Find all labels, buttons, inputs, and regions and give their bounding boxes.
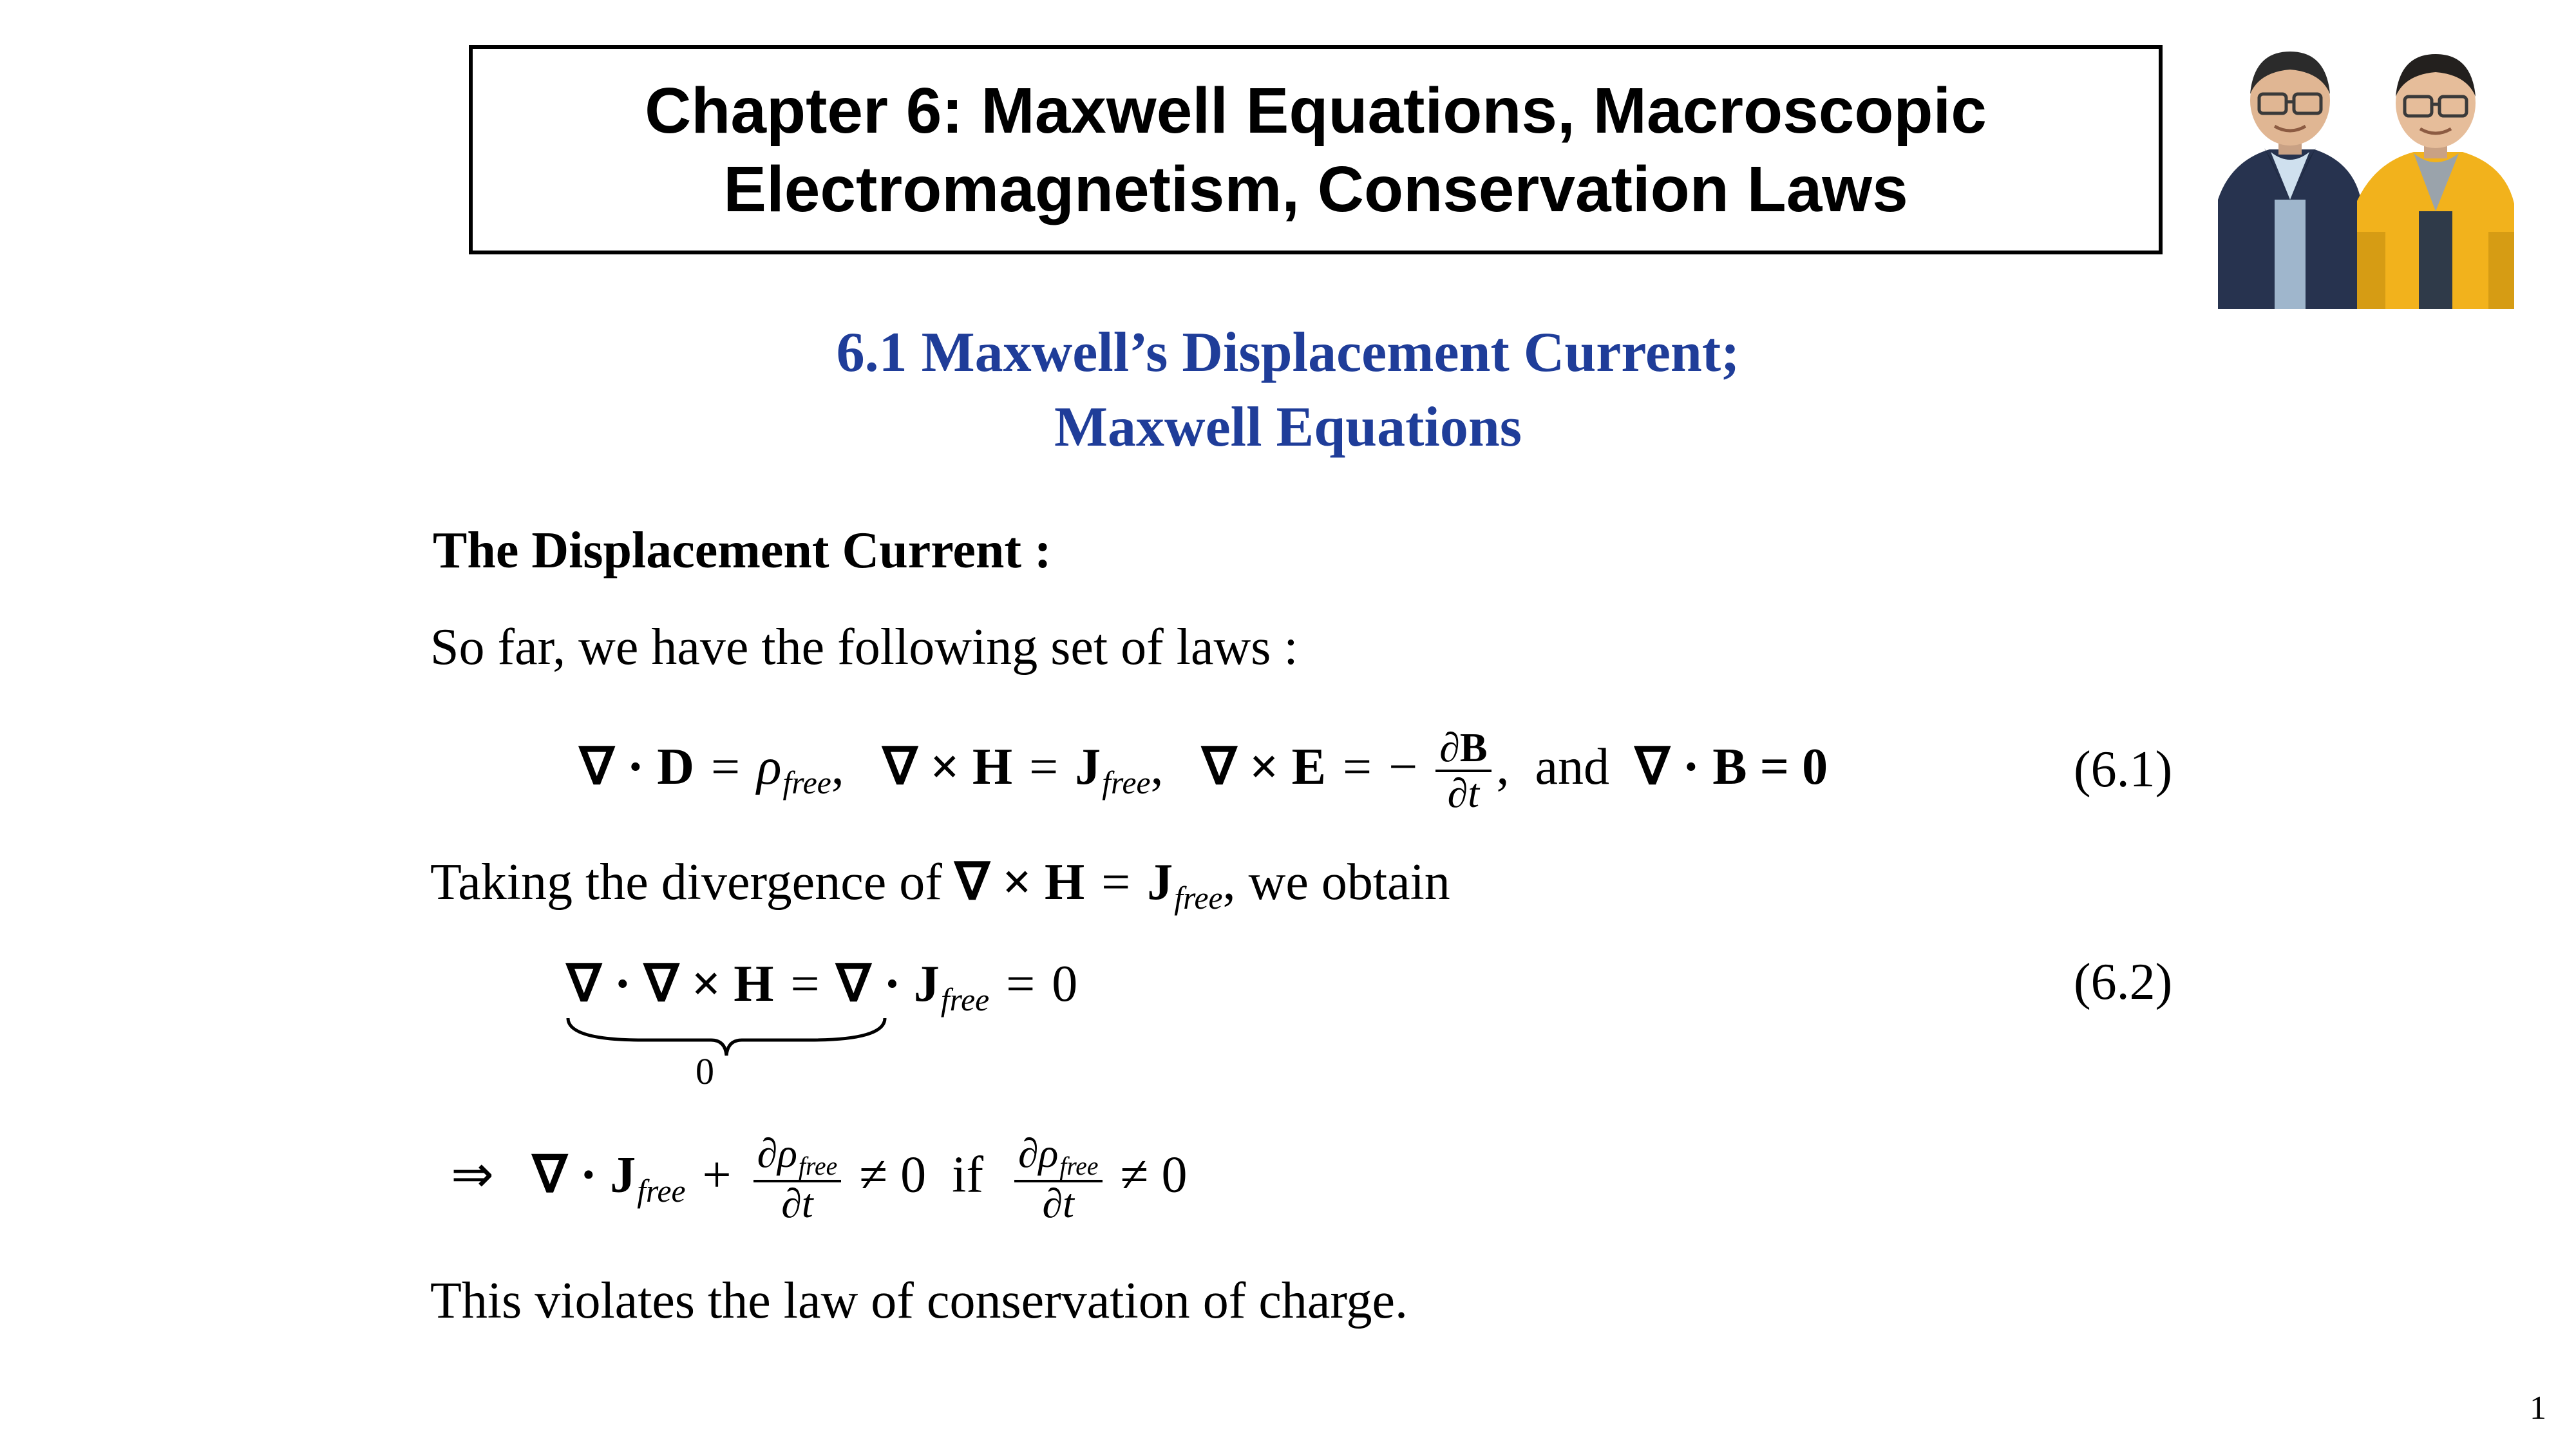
- closing-text: This violates the law of conservation of charge.: [430, 1273, 1408, 1329]
- eq61-part1-lhs: ∇ · D: [580, 738, 694, 795]
- eq62-middle-subscript: free: [940, 981, 990, 1018]
- eq61-comma-2: ,: [1150, 738, 1164, 795]
- eq61-frac-denominator: ∂t: [1435, 770, 1491, 815]
- photo-of-two-lecturers-icon: [2192, 39, 2553, 309]
- eq61-part1-rhs-symbol: ρ: [757, 738, 782, 795]
- subheading-displacement-current: The Displacement Current :: [433, 522, 1052, 579]
- eq61-comma-1: ,: [831, 738, 844, 795]
- eq61-part1-eq: =: [710, 738, 741, 795]
- eq63-frac2-numerator: [1014, 1132, 1103, 1180]
- eq63-implies-symbol: ⇒: [451, 1146, 495, 1204]
- page-title: Chapter 6: Maxwell Equations, Macroscopic Electromagnetism, Conservation Laws: [645, 74, 1987, 225]
- intro-text: So far, we have the following set of laws :: [430, 619, 1298, 676]
- eq62-eq-2: =: [1006, 956, 1036, 1012]
- eq62-lhs: ∇ · ∇ × H: [567, 956, 774, 1012]
- eq62-middle-symbol: ∇ · J: [836, 956, 940, 1012]
- eq61-comma-3: ,: [1496, 738, 1510, 795]
- equation-6-2-tag: (6.2): [2074, 954, 2173, 1010]
- eq61-part2-eq: =: [1029, 738, 1059, 795]
- section-heading-line-1: 6.1 Maxwell’s Displacement Current;: [836, 321, 1740, 384]
- avatar: [2192, 39, 2553, 309]
- eq63-neq-2: ≠ 0: [1120, 1146, 1188, 1204]
- curl-h-lhs: ∇ × H: [954, 854, 1085, 911]
- eq63-frac1-num-symbol: ∂ρ: [757, 1130, 797, 1176]
- eq61-partial-B-over-partial-t: [1435, 726, 1491, 815]
- curl-h-rhs-subscript: free: [1174, 880, 1223, 916]
- eq61-part3-eq: =: [1342, 738, 1372, 795]
- slide-title-box: [469, 45, 2163, 254]
- eq61-part4: ∇ · B = 0: [1635, 738, 1828, 795]
- eq63-frac-1: [753, 1132, 842, 1226]
- underbrace-icon: [565, 1014, 887, 1059]
- eq61-part2-rhs-subscript: free: [1102, 764, 1151, 800]
- curl-h-eq: =: [1101, 854, 1131, 911]
- taking-divergence-line: [430, 851, 1450, 916]
- curl-h-rhs-symbol: J: [1147, 854, 1173, 911]
- equation-charge-conservation-violation: [451, 1130, 1188, 1227]
- equation-6-2: [567, 953, 1077, 1018]
- eq61-and-word: and: [1535, 738, 1610, 795]
- eq63-plus: +: [702, 1146, 732, 1204]
- eq61-part1-rhs-subscript: free: [782, 764, 831, 800]
- page-number: 1: [2530, 1390, 2546, 1426]
- eq63-frac-2: [1014, 1132, 1103, 1226]
- eq63-frac1-denominator: ∂t: [753, 1180, 842, 1226]
- eq61-part3-lhs: ∇ × E: [1202, 738, 1326, 795]
- eq63-term1-subscript: free: [637, 1173, 686, 1209]
- eq62-eq-1: =: [790, 956, 820, 1012]
- eq63-term1-symbol: ∇ · J: [533, 1146, 636, 1204]
- taking-divergence-suffix: , we obtain: [1222, 854, 1450, 911]
- eq63-frac2-num-subscript: free: [1059, 1151, 1099, 1180]
- equation-6-1-tag: (6.1): [2074, 741, 2173, 798]
- section-heading: [386, 316, 2190, 465]
- taking-divergence-prefix: Taking the divergence of: [430, 854, 942, 911]
- eq63-frac2-num-symbol: ∂ρ: [1018, 1130, 1059, 1176]
- eq61-part2-rhs-symbol: J: [1075, 738, 1101, 795]
- eq63-frac1-numerator: [753, 1132, 842, 1180]
- eq63-frac2-denominator: ∂t: [1014, 1180, 1103, 1226]
- eq63-frac1-num-subscript: free: [798, 1151, 838, 1180]
- eq62-rhs: 0: [1052, 956, 1078, 1012]
- eq61-frac-numerator: ∂B: [1439, 724, 1488, 770]
- underbrace-label: 0: [696, 1050, 714, 1092]
- eq61-part2-lhs: ∇ × H: [882, 738, 1013, 795]
- eq63-if-word: if: [952, 1146, 983, 1204]
- eq61-part3-minus: −: [1388, 738, 1418, 795]
- equation-6-1: [580, 724, 1828, 816]
- section-heading-line-2: Maxwell Equations: [1054, 396, 1522, 459]
- eq63-neq-1: ≠ 0: [859, 1146, 927, 1204]
